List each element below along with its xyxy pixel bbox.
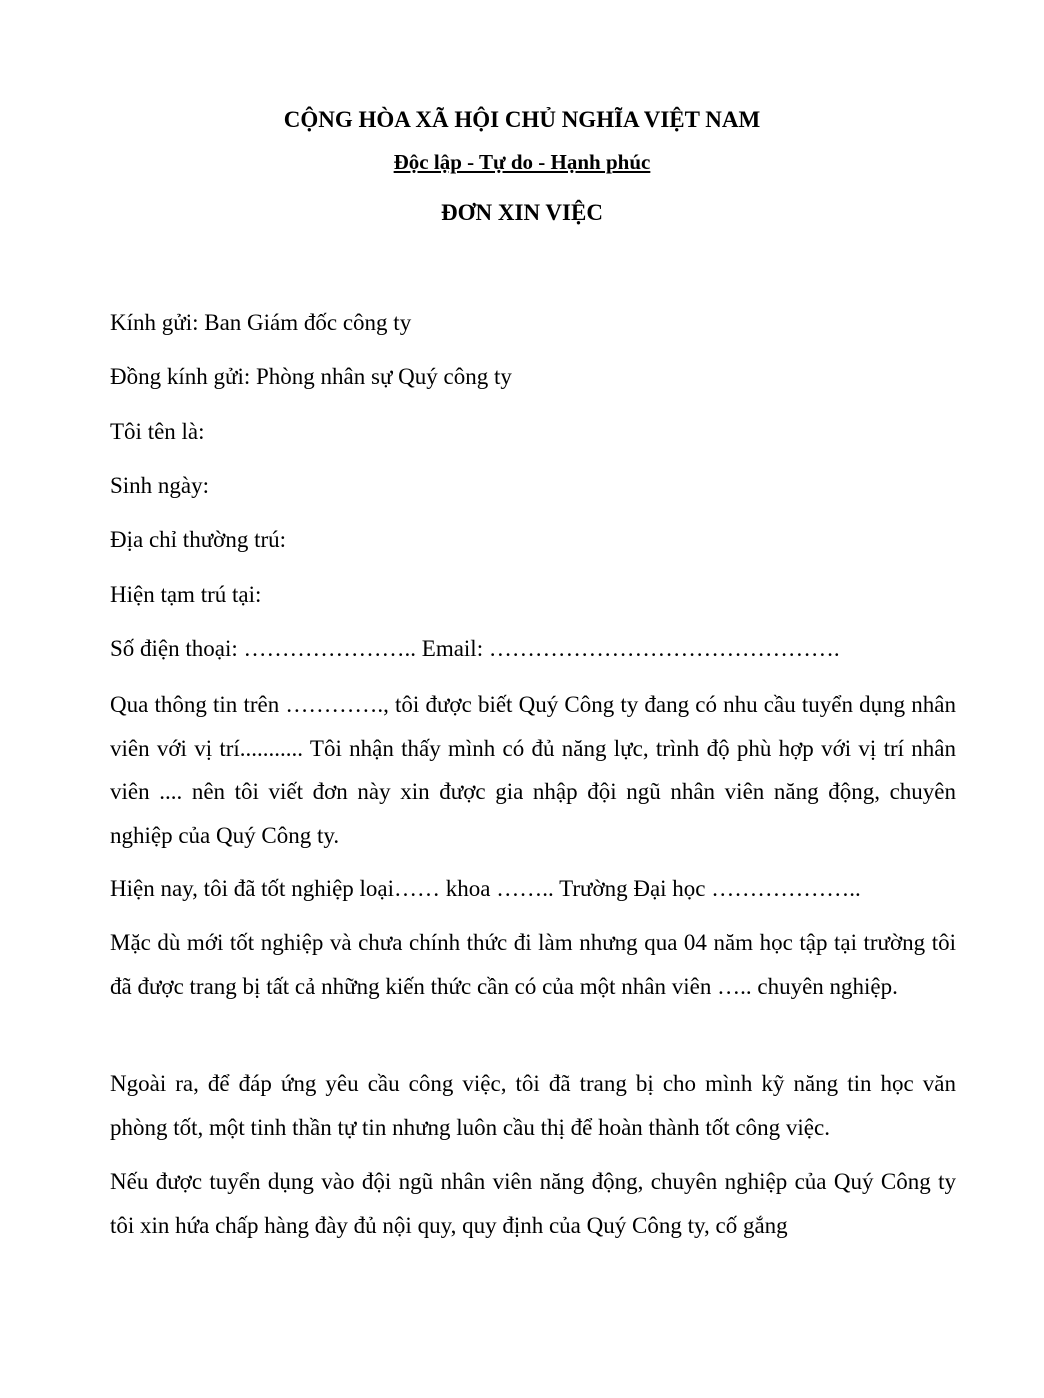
recipient-primary: Kính gửi: Ban Giám đốc công ty — [110, 310, 412, 335]
paragraph-skills: Ngoài ra, để đáp ứng yêu cầu công việc, tôi đã trang bị cho mình kỹ năng tin học văn phòng tốt, một tinh thần tự tin nhưng luôn cầu thị để hoàn thành tốt công việc. — [110, 1071, 956, 1140]
field-name: Tôi tên là: — [110, 419, 205, 444]
paragraph-experience: Mặc dù mới tốt nghiệp và chưa chính thức đi làm nhưng qua 04 năm học tập tại trường tôi đã được trang bị tất cả những kiến thức cần có của một nhân viên ….. chuyên nghiệp. — [110, 930, 956, 999]
paragraph-commitment: Nếu được tuyển dụng vào đội ngũ nhân viên năng động, chuyên nghiệp của Quý Công ty tôi xin hứa chấp hàng đày đủ nội quy, quy định của Quý Công ty, cố gắng — [110, 1169, 956, 1238]
field-dob: Sinh ngày: — [110, 473, 210, 498]
document-title: ĐƠN XIN VIỆC — [441, 200, 603, 225]
field-phone-email: Số điện thoại: ………………….. Email: ………………………………………. — [110, 636, 840, 661]
field-permanent-address: Địa chỉ thường trú: — [110, 527, 287, 552]
recipient-secondary: Đồng kính gửi: Phòng nhân sự Quý công ty — [110, 364, 512, 389]
paragraph-intro: Qua thông tin trên …………., tôi được biết Quý Công ty đang có nhu cầu tuyển dụng nhân viên với vị trí........... Tôi nhận thấy mình có đủ năng lực, trình độ phù hợp với vị trí nhân viên .... nên tôi viết đơn này xin được gia nhập đội ngũ nhân viên năng động, chuyên nghiệp của Quý Công ty. — [110, 692, 956, 848]
national-heading: CỘNG HÒA XÃ HỘI CHỦ NGHĨA VIỆT NAM — [283, 107, 761, 132]
paragraph-education: Hiện nay, tôi đã tốt nghiệp loại…… khoa …….. Trường Đại học ……………….. — [110, 876, 861, 901]
field-temporary-address: Hiện tạm trú tại: — [110, 582, 262, 607]
national-motto: Độc lập - Tự do - Hạnh phúc — [393, 150, 651, 174]
